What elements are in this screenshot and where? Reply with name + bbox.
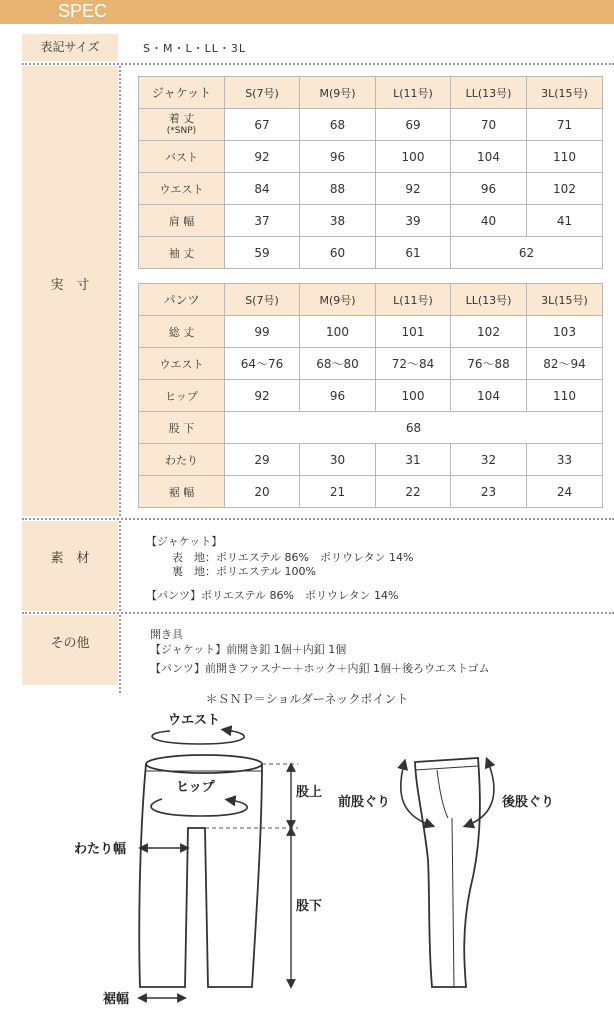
crease-line	[452, 818, 454, 987]
table-row	[139, 173, 603, 205]
other-line-2: 【ジャケット】前開き釦 1個＋内釦 1個	[150, 643, 347, 656]
table-cell: 41	[527, 205, 603, 237]
table-cell: 110	[527, 380, 603, 412]
table-cell: 20	[225, 476, 300, 508]
table-cell: 100	[376, 141, 451, 173]
material-label: 素 材	[50, 551, 90, 566]
table-row	[139, 205, 603, 237]
table-cell: 23	[451, 476, 527, 508]
side-pants-drawing	[415, 758, 480, 987]
table-cell: 33	[527, 444, 603, 476]
jissun-label: 実 寸	[50, 278, 90, 293]
other-label-cell	[22, 615, 118, 685]
table-cell: 72～84	[376, 348, 451, 380]
divider	[22, 612, 614, 614]
row-label: 総 丈	[139, 316, 225, 348]
table-cell: 32	[451, 444, 527, 476]
table-cell: 71	[527, 109, 603, 141]
row-label: 肩 幅	[139, 205, 225, 237]
table-header-cell: L(11号)	[376, 284, 451, 316]
table-cell: 30	[300, 444, 376, 476]
inseam-diagram-label: 股下	[296, 899, 323, 914]
row-label: 袖 丈	[139, 237, 225, 269]
row-label: 裾 幅	[139, 476, 225, 508]
table-cell: 100	[376, 380, 451, 412]
table-row	[139, 109, 603, 141]
waist-arrow	[152, 730, 244, 744]
table-cell: 61	[376, 237, 451, 269]
table-cell: 104	[451, 380, 527, 412]
table-cell: 38	[300, 205, 376, 237]
hem-diagram-label: 裾幅	[103, 992, 130, 1007]
table-cell: 60	[300, 237, 376, 269]
back-rise-arrow	[468, 762, 494, 825]
table-row	[139, 237, 603, 269]
row-label: わたり	[139, 444, 225, 476]
table-cell: 39	[376, 205, 451, 237]
material-jacket-title: 【ジャケット】	[146, 535, 223, 548]
table-row	[139, 316, 603, 348]
table-row	[139, 412, 603, 444]
table-header-cell: 3L(15号)	[527, 77, 603, 109]
table-header-row	[139, 77, 603, 109]
table-cell: 59	[225, 237, 300, 269]
table-cell: 70	[451, 109, 527, 141]
vertical-divider	[119, 521, 121, 611]
table-cell: 62	[451, 237, 603, 269]
table-cell: 96	[300, 141, 376, 173]
other-line-3: 【パンツ】前開きファスナー＋ホック＋内釦 1個＋後ろウエストゴム	[150, 662, 490, 675]
table-header-cell: 3L(15号)	[527, 284, 603, 316]
table-cell: 100	[300, 316, 376, 348]
table-header-cell: M(9号)	[300, 77, 376, 109]
table-header-cell: パンツ	[139, 284, 225, 316]
table-cell: 68	[225, 412, 603, 444]
table-cell: 29	[225, 444, 300, 476]
fly-line	[437, 770, 448, 818]
table-header-cell: ジャケット	[139, 77, 225, 109]
material-pants: 【パンツ】ポリエステル 86% ポリウレタン 14%	[146, 589, 399, 602]
material-outer: 表 地：ポリエステル 86% ポリウレタン 14%	[172, 551, 414, 564]
table-cell: 69	[376, 109, 451, 141]
thigh-diagram-label: わたり幅	[74, 842, 127, 857]
material-label-cell	[22, 521, 118, 611]
table-cell: 21	[300, 476, 376, 508]
table-cell: 102	[527, 173, 603, 205]
pants-measurement-diagram	[0, 700, 614, 1024]
row-label: ヒップ	[139, 380, 225, 412]
table-cell: 102	[451, 316, 527, 348]
table-cell: 110	[527, 141, 603, 173]
table-cell: 99	[225, 316, 300, 348]
table-cell: 88	[300, 173, 376, 205]
size-label-cell	[22, 34, 118, 61]
rise-diagram-label: 股上	[296, 785, 323, 800]
table-cell: 37	[225, 205, 300, 237]
row-label-text: 着 丈	[168, 111, 195, 125]
table-cell: 76～88	[451, 348, 527, 380]
table-row	[139, 141, 603, 173]
jissun-label-cell	[22, 66, 118, 516]
pants-table	[138, 283, 603, 508]
table-cell: 24	[527, 476, 603, 508]
spec-title: SPEC	[58, 1, 108, 21]
back-rise-diagram-label: 後股ぐり	[502, 795, 555, 810]
table-cell: 67	[225, 109, 300, 141]
size-label: 表記サイズ	[40, 40, 100, 54]
table-header-cell: M(9号)	[300, 284, 376, 316]
table-header-row	[139, 284, 603, 316]
pants-body	[139, 764, 262, 987]
table-cell: 96	[451, 173, 527, 205]
table-header-cell: S(7号)	[225, 77, 300, 109]
waistband-top	[146, 755, 262, 773]
row-label: ウエスト	[139, 173, 225, 205]
waist-diagram-label: ウエスト	[168, 713, 221, 728]
side-pants-body	[415, 758, 480, 987]
table-header-cell: L(11号)	[376, 77, 451, 109]
table-row	[139, 476, 603, 508]
table-cell: 68	[300, 109, 376, 141]
table-row	[139, 380, 603, 412]
table-cell: 104	[451, 141, 527, 173]
row-label: 股 下	[139, 412, 225, 444]
side-waistband	[415, 766, 478, 770]
table-cell: 92	[376, 173, 451, 205]
row-label	[139, 109, 225, 141]
vertical-divider	[119, 66, 121, 516]
row-label: バスト	[139, 141, 225, 173]
table-cell: 96	[300, 380, 376, 412]
front-rise-diagram-label: 前股ぐり	[338, 795, 391, 810]
other-line-1: 開き具	[150, 628, 183, 641]
table-cell: 31	[376, 444, 451, 476]
table-row	[139, 444, 603, 476]
table-cell: 82～94	[527, 348, 603, 380]
row-sublabel: (*SNP)	[166, 125, 197, 136]
row-label: ウエスト	[139, 348, 225, 380]
other-label: その他	[50, 636, 90, 651]
table-cell: 92	[225, 141, 300, 173]
hip-diagram-label: ヒップ	[176, 780, 215, 795]
hip-arrow	[151, 799, 247, 816]
table-cell: 64～76	[225, 348, 300, 380]
table-cell: 84	[225, 173, 300, 205]
table-cell: 68～80	[300, 348, 376, 380]
divider	[22, 518, 614, 520]
table-cell: 92	[225, 380, 300, 412]
table-header-cell: S(7号)	[225, 284, 300, 316]
table-row	[139, 348, 603, 380]
table-header-cell: LL(13号)	[451, 77, 527, 109]
vertical-divider	[119, 615, 121, 693]
snp-note: ＊ＳＮＰ＝ショルダーネックポイント	[205, 692, 409, 706]
jacket-table	[138, 76, 603, 269]
spec-header	[0, 0, 614, 24]
table-cell: 40	[451, 205, 527, 237]
table-cell: 103	[527, 316, 603, 348]
divider	[22, 63, 614, 65]
table-cell: 101	[376, 316, 451, 348]
table-header-cell: LL(13号)	[451, 284, 527, 316]
table-cell: 22	[376, 476, 451, 508]
material-lining: 裏 地：ポリエステル 100%	[172, 565, 316, 578]
size-value: S・M・L・LL・3L	[143, 42, 246, 55]
